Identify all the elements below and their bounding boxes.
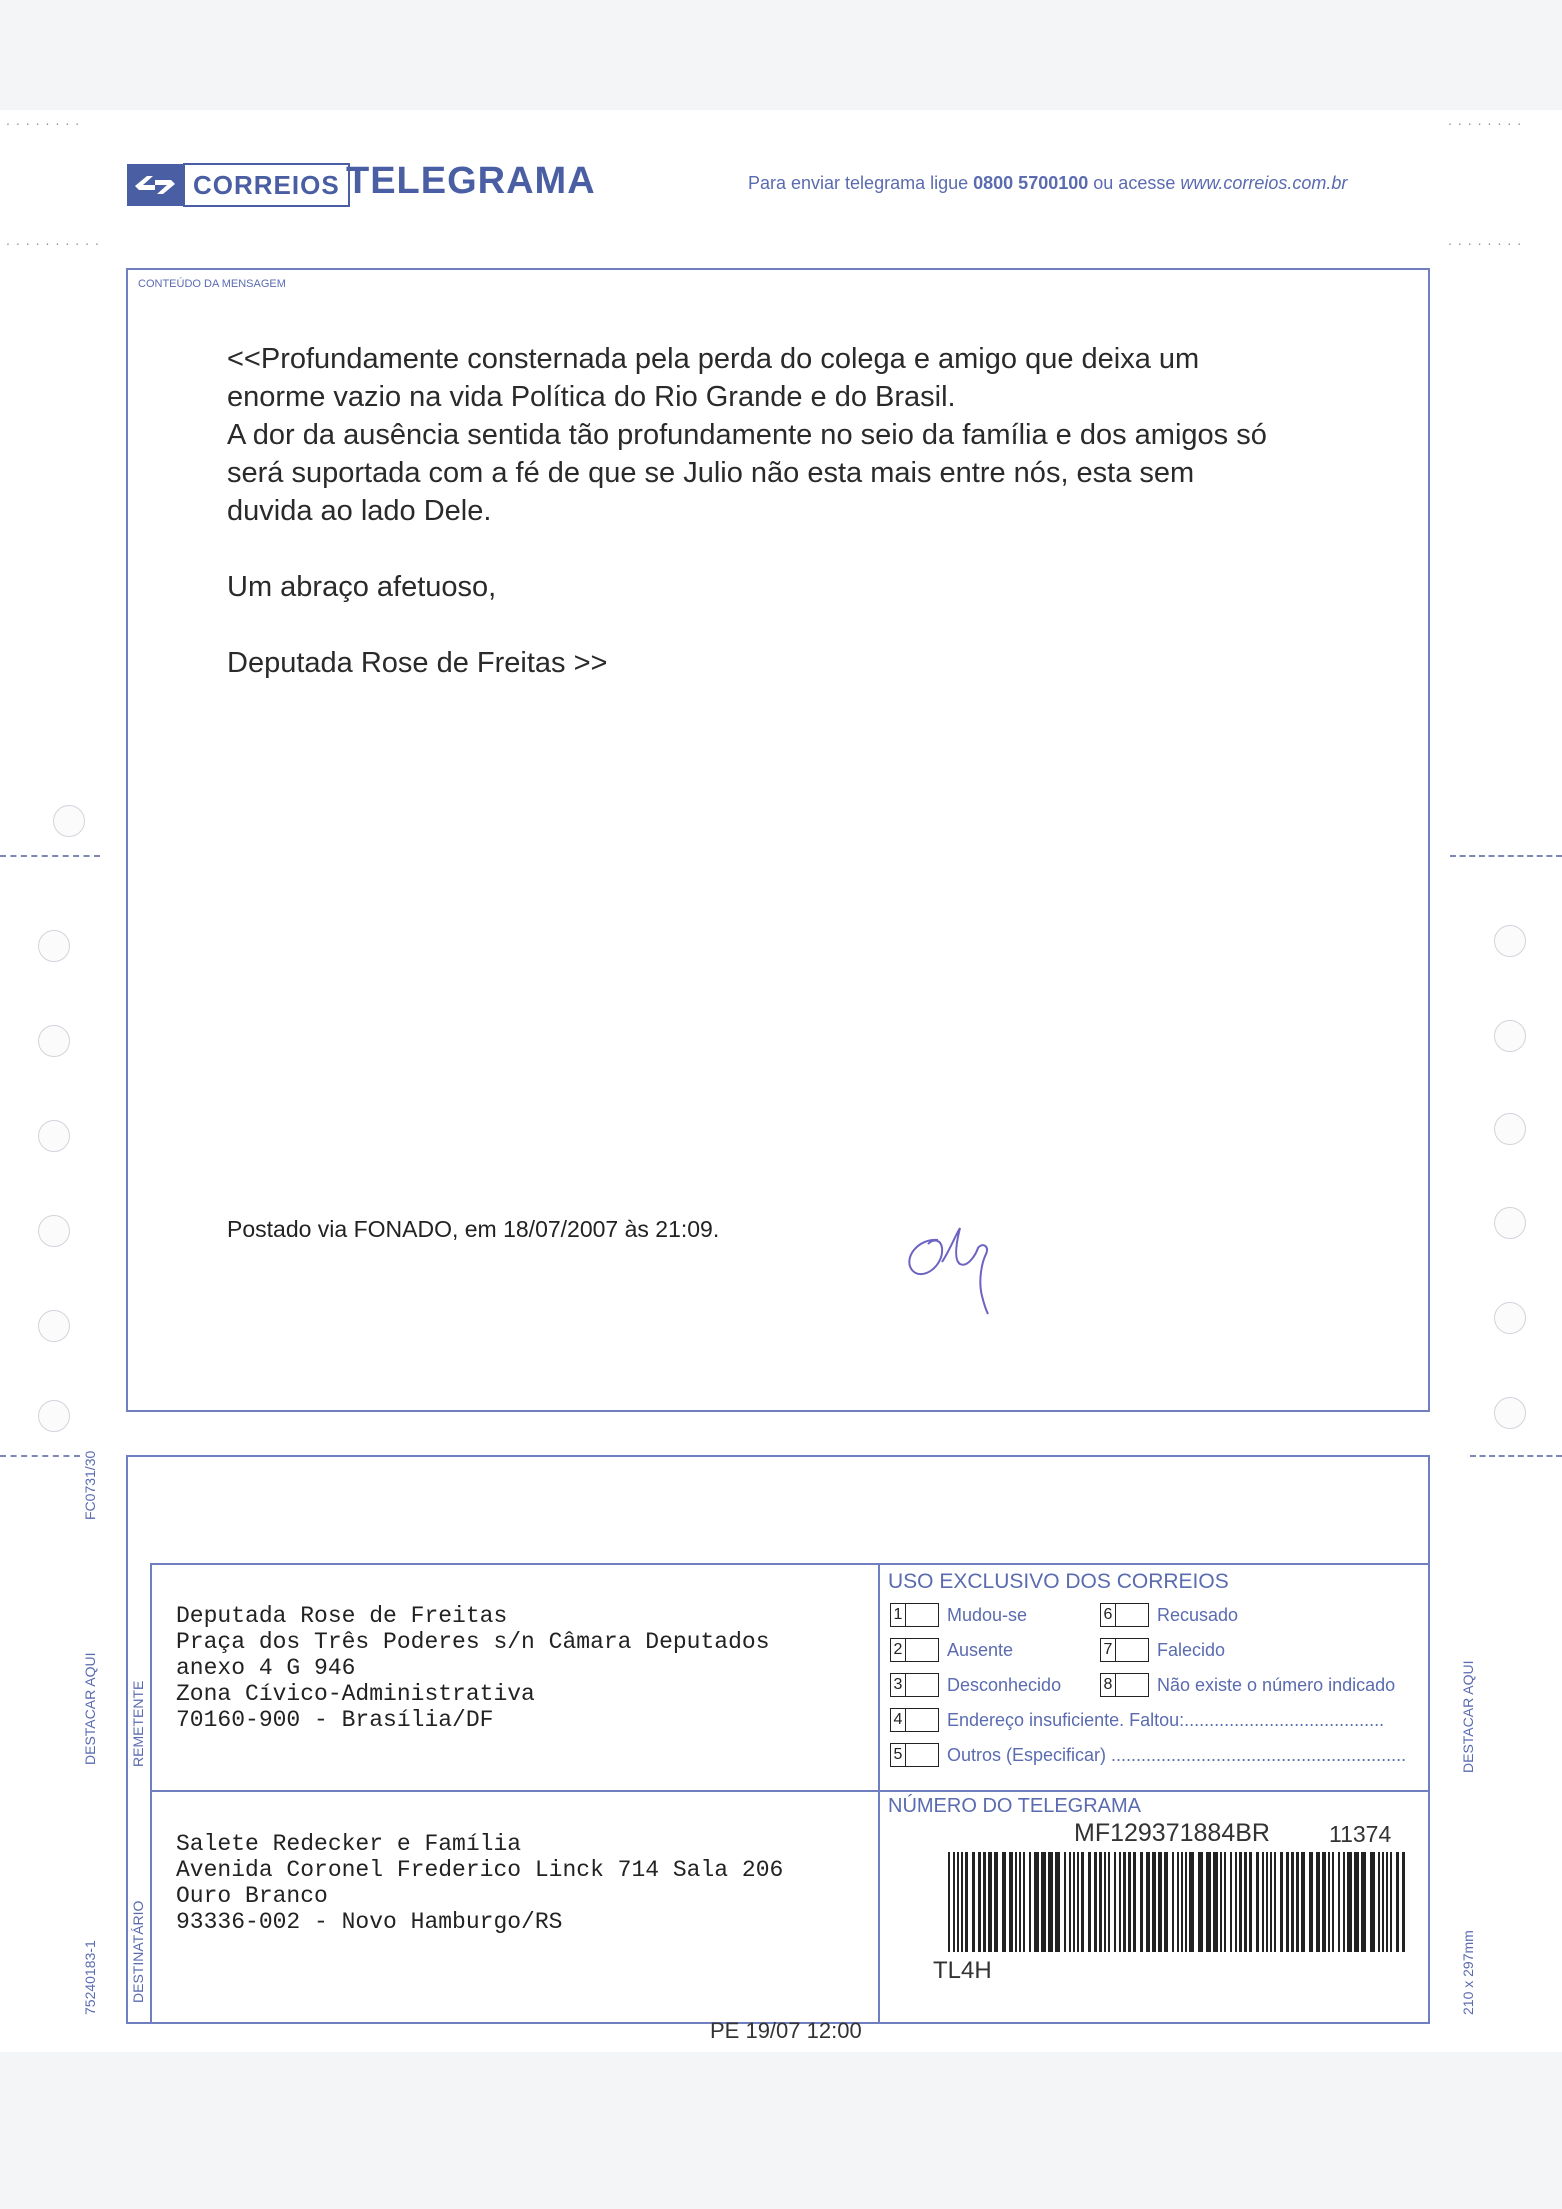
punch-hole [1494, 1113, 1526, 1145]
barcode-bar [983, 1852, 986, 1952]
barcode-bar [1034, 1852, 1039, 1952]
barcode-bar [1230, 1852, 1232, 1952]
option-number: 4 [890, 1708, 906, 1732]
checkbox[interactable] [906, 1638, 939, 1662]
barcode-bar [948, 1852, 950, 1952]
service-code: TL4H [933, 1957, 992, 1984]
punch-hole [1494, 925, 1526, 957]
barcode-bar [1088, 1852, 1091, 1952]
option-label: Mudou-se [947, 1604, 1028, 1625]
barcode-bar [1235, 1852, 1237, 1952]
barcode-bar [1370, 1852, 1375, 1952]
barcode-bar [1064, 1852, 1066, 1952]
barcode-bar [1274, 1852, 1276, 1952]
barcode-bar [1220, 1852, 1222, 1952]
message-label: CONTEÚDO DA MENSAGEM [138, 278, 286, 290]
barcode-bar [1009, 1852, 1013, 1952]
message-line: A dor da ausência sentida tão profundamente no seio da família e dos amigos só [227, 419, 1267, 451]
return-reason-6[interactable] [1100, 1603, 1238, 1627]
contact-prefix: Para enviar telegrama ligue [748, 173, 969, 193]
tear-line [0, 855, 100, 857]
punch-hole [38, 930, 70, 962]
barcode-bar [1133, 1852, 1136, 1952]
option-number: 1 [890, 1603, 906, 1627]
message-line: será suportada com a fé de que se Julio não esta mais entre nós, esta sem [227, 457, 1195, 489]
barcode-bar [1172, 1852, 1174, 1952]
barcode-bar [1378, 1852, 1380, 1952]
return-reason-3[interactable] [890, 1673, 1061, 1697]
tracking-number: MF129371884BR [1074, 1819, 1270, 1847]
barcode-bar [1239, 1852, 1242, 1952]
contact-info [748, 173, 1347, 194]
checkbox[interactable] [1116, 1603, 1149, 1627]
perforation-dots: ........ [1448, 112, 1528, 128]
return-reason-2[interactable] [890, 1638, 1013, 1662]
barcode-bar [1123, 1852, 1126, 1952]
punch-hole [38, 1400, 70, 1432]
barcode-bar [1382, 1852, 1384, 1952]
barcode-bar [1332, 1852, 1334, 1952]
barcode-bar [1108, 1852, 1110, 1952]
barcode-bar [1146, 1852, 1150, 1952]
barcode-bar [1316, 1852, 1320, 1952]
barcode-bar [961, 1852, 963, 1952]
barcode-bar [1081, 1852, 1084, 1952]
sender-label: REMETENTE [130, 1680, 146, 1767]
barcode-bar [1181, 1852, 1183, 1952]
option-number: 5 [890, 1743, 906, 1767]
barcode-bar [1015, 1852, 1017, 1952]
paper-size: 210 x 297mm [1460, 1930, 1476, 2015]
barcode-bar [1198, 1852, 1203, 1952]
message-closing: Um abraço afetuoso, [227, 571, 497, 603]
barcode-bar [1322, 1852, 1326, 1952]
option-number: 2 [890, 1638, 906, 1662]
barcode-bar [1189, 1852, 1194, 1952]
perforation-dots: ........ [1448, 232, 1528, 248]
return-reason-5[interactable] [890, 1743, 1406, 1767]
message-line: duvida ao lado Dele. [227, 495, 492, 527]
barcode-bar [957, 1852, 959, 1952]
barcode-bar [1077, 1852, 1079, 1952]
option-number: 7 [1100, 1638, 1116, 1662]
correios-logo [127, 163, 350, 207]
return-reason-1[interactable] [890, 1603, 1027, 1627]
form-code: FC0731/30 [82, 1450, 98, 1520]
barcode-bar [994, 1852, 998, 1952]
contact-phone: 0800 5700100 [973, 173, 1089, 193]
barcode-bar [1280, 1852, 1283, 1952]
checkbox[interactable] [906, 1743, 939, 1767]
barcode-bar [953, 1852, 955, 1952]
barcode-bar [1244, 1852, 1247, 1952]
barcode-bar [1256, 1852, 1259, 1952]
recipient-label: DESTINATÁRIO [130, 1900, 146, 2003]
barcode-bar [988, 1852, 992, 1952]
option-number: 8 [1100, 1673, 1116, 1697]
punch-hole [1494, 1020, 1526, 1052]
barcode-bar [1328, 1852, 1330, 1952]
barcode-bar [1402, 1852, 1405, 1952]
option-label: Desconhecido [947, 1674, 1062, 1695]
punch-hole [1494, 1302, 1526, 1334]
option-number: 3 [890, 1673, 906, 1697]
address-form [126, 1455, 1430, 2024]
barcode-bar [1361, 1852, 1366, 1952]
message-signature: Deputada Rose de Freitas >> [227, 647, 608, 679]
barcode-bar [1301, 1852, 1305, 1952]
barcode [948, 1852, 1410, 1952]
option-label: Recusado [1157, 1604, 1239, 1625]
tear-line [1470, 1455, 1562, 1457]
recipient-address: Salete Redecker e Família Avenida Coronel Frederico Linck 714 Sala 206 Ouro Branco 93336-002 - Novo Hamburgo/RS [176, 1831, 784, 1935]
barcode-bar [1048, 1852, 1053, 1952]
checkbox[interactable] [906, 1673, 939, 1697]
barcode-bar [1002, 1852, 1006, 1952]
barcode-bar [1386, 1852, 1388, 1952]
barcode-bar [1158, 1852, 1162, 1952]
punch-hole [38, 1120, 70, 1152]
return-reason-4[interactable] [890, 1708, 1384, 1732]
barcode-bar [1286, 1852, 1289, 1952]
barcode-bar [1390, 1852, 1392, 1952]
barcode-bar [1354, 1852, 1359, 1952]
option-number: 6 [1100, 1603, 1116, 1627]
barcode-bar [1262, 1852, 1264, 1952]
barcode-bar [1177, 1852, 1179, 1952]
checkbox[interactable] [906, 1603, 939, 1627]
posted-info: Postado via FONADO, em 18/07/2007 às 21:09. [227, 1216, 720, 1242]
barcode-bar [1206, 1852, 1211, 1952]
barcode-bar [972, 1852, 975, 1952]
option-label: Endereço insuficiente. Faltou:........................................ [947, 1709, 1385, 1730]
tear-here-label-right: DESTACAR AQUI [1460, 1660, 1476, 1773]
barcode-bar [1266, 1852, 1268, 1952]
barcode-bar [1249, 1852, 1252, 1952]
punch-hole [38, 1310, 70, 1342]
barcode-bar [1270, 1852, 1272, 1952]
punch-hole [38, 1025, 70, 1057]
barcode-bar [1185, 1852, 1187, 1952]
message-line: <<Profundamente consternada pela perda do colega e amigo que deixa um [227, 343, 1200, 375]
option-label: Não existe o número indicado [1157, 1674, 1396, 1695]
barcode-bar [1291, 1852, 1294, 1952]
brand-name: CORREIOS [183, 163, 350, 207]
tear-line [0, 1455, 80, 1457]
barcode-bar [1343, 1852, 1345, 1952]
option-label: Outros (Especificar) ........................................................... [947, 1744, 1407, 1765]
barcode-bar [1104, 1852, 1106, 1952]
barcode-bar [1119, 1852, 1121, 1952]
telegram-number-title: NÚMERO DO TELEGRAMA [888, 1795, 1141, 1817]
barcode-bar [1309, 1852, 1313, 1952]
barcode-bar [1347, 1852, 1352, 1952]
barcode-bar [1224, 1852, 1226, 1952]
perforation-dots: ........ [6, 112, 86, 128]
barcode-bar [965, 1852, 968, 1952]
barcode-bar [1152, 1852, 1156, 1952]
message-body [227, 340, 1377, 682]
perforation-dots: .......... [6, 232, 105, 248]
barcode-bar [1114, 1852, 1116, 1952]
barcode-bar [1396, 1852, 1399, 1952]
contact-website: www.correios.com.br [1180, 173, 1348, 193]
barcode-bar [1055, 1852, 1060, 1952]
message-box [126, 268, 1430, 1412]
postal-use-title: USO EXCLUSIVO DOS CORREIOS [888, 1570, 1229, 1593]
return-reason-8[interactable] [1100, 1673, 1395, 1697]
message-line: enorme vazio na vida Política do Rio Grande e do Brasil. [227, 381, 956, 413]
checkbox[interactable] [906, 1708, 939, 1732]
barcode-bar [1338, 1852, 1340, 1952]
barcode-bar [1094, 1852, 1097, 1952]
tear-here-label-left: DESTACAR AQUI [82, 1652, 98, 1765]
punch-hole [38, 1215, 70, 1247]
barcode-bar [1099, 1852, 1102, 1952]
barcode-bar [1019, 1852, 1021, 1952]
tear-line [1450, 855, 1562, 857]
punch-hole [1494, 1397, 1526, 1429]
barcode-bar [1164, 1852, 1168, 1952]
option-label: Falecido [1157, 1639, 1226, 1660]
barcode-bar [1140, 1852, 1143, 1952]
barcode-bar [1029, 1852, 1031, 1952]
document-title: TELEGRAMA [346, 160, 596, 202]
barcode-bar [1069, 1852, 1071, 1952]
handwritten-initials [898, 1210, 1038, 1325]
barcode-bar [1213, 1852, 1218, 1952]
correios-arrows-icon [127, 164, 183, 206]
contact-mid: ou acesse [1093, 173, 1176, 193]
barcode-bar [1023, 1852, 1025, 1952]
checkbox[interactable] [1116, 1673, 1149, 1697]
barcode-bar [978, 1852, 981, 1952]
serial-code: 75240183-1 [82, 1940, 98, 2015]
barcode-bar [1073, 1852, 1075, 1952]
option-label: Ausente [947, 1639, 1014, 1660]
barcode-bar [1128, 1852, 1131, 1952]
punch-hole [1494, 1207, 1526, 1239]
barcode-bar [1041, 1852, 1046, 1952]
sender-address: Deputada Rose de Freitas Praça dos Três Poderes s/n Câmara Deputados anexo 4 G 946 Zona Cívico-Administrativa 70160-900 - Brasília/DF [176, 1603, 770, 1733]
punch-hole [53, 805, 85, 837]
barcode-bar [1296, 1852, 1299, 1952]
delivery-stamp: PE 19/07 12:00 [710, 2018, 862, 2043]
checkbox[interactable] [1116, 1638, 1149, 1662]
sequence-number: 11374 [1329, 1821, 1392, 1847]
return-reason-7[interactable] [1100, 1638, 1225, 1662]
